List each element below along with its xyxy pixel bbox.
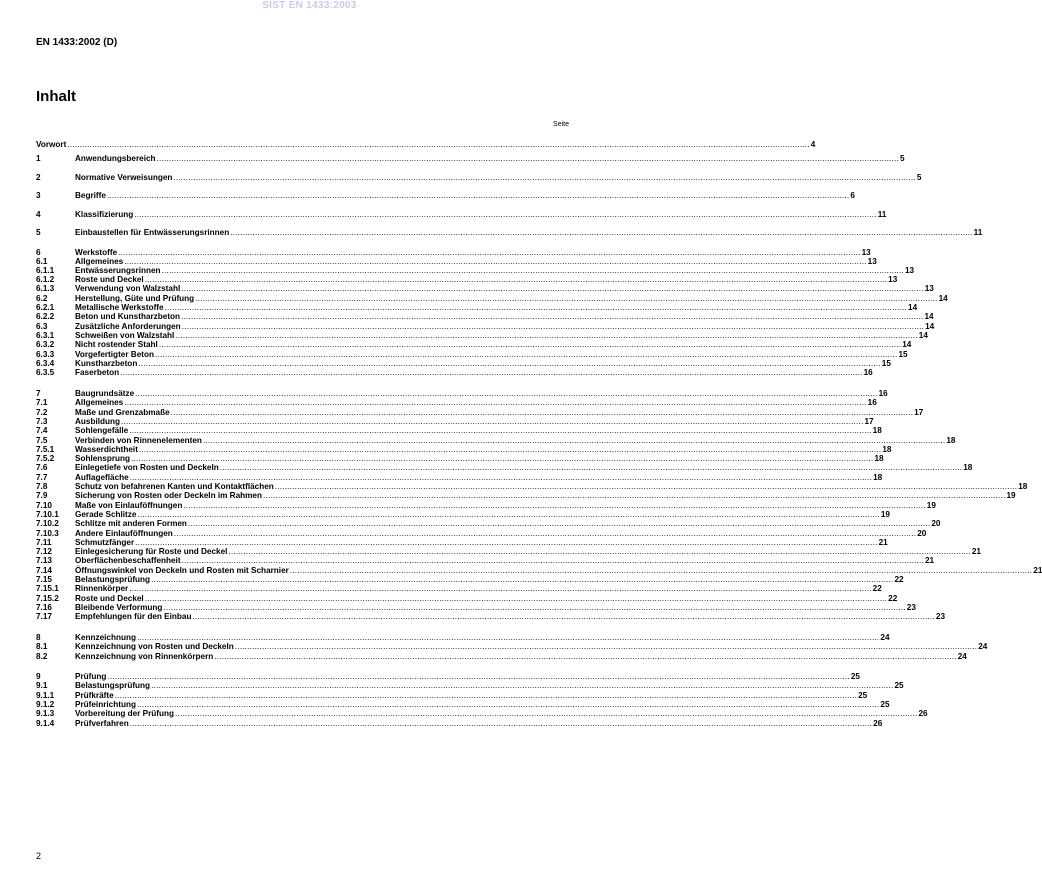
toc-leader-dots: ............................................................................................................................................................................................................................................................................................................ [219, 463, 963, 472]
toc-number: 8 [36, 633, 41, 642]
toc-page-number: 14 [902, 340, 912, 349]
toc-title: Vorgefertigter Beton [75, 350, 154, 359]
toc-title: Belastungsprüfung [75, 681, 151, 690]
toc-title: Begriffe [75, 191, 106, 200]
toc-title: Vorwort [36, 140, 67, 149]
toc-page-number: 18 [946, 436, 956, 445]
toc-leader-dots: ............................................................................................................................................................................................................................................................................................................ [124, 257, 867, 266]
toc-title: Oberflächenbeschaffenheit [75, 556, 181, 565]
toc-leader-dots: ............................................................................................................................................................................................................................................................................................................ [181, 556, 924, 565]
toc-title: Verwendung von Walzstahl [75, 284, 181, 293]
toc-leader-dots: ............................................................................................................................................................................................................................................................................................................ [181, 312, 924, 321]
toc-entry[interactable] [36, 312, 934, 322]
toc-number: 5 [36, 228, 41, 237]
toc-leader-dots: ............................................................................................................................................................................................................................................................................................................ [156, 154, 899, 163]
toc-title: Rinnenkörper [75, 584, 129, 593]
toc-page-number: 11 [973, 228, 983, 237]
toc-title: Prüfverfahren [75, 719, 129, 728]
toc-number: 6 [36, 248, 41, 257]
toc-leader-dots: ............................................................................................................................................................................................................................................................................................................ [155, 350, 898, 359]
toc-leader-dots: ............................................................................................................................................................................................................................................................................................................ [163, 603, 906, 612]
toc-number: 7.15 [36, 575, 52, 584]
toc-leader-dots: ............................................................................................................................................................................................................................................................................................................ [181, 322, 925, 331]
toc-page-number: 16 [863, 368, 873, 377]
toc-leader-dots: ............................................................................................................................................................................................................................................................................................................ [161, 266, 904, 275]
toc-title: Empfehlungen für den Einbau [75, 612, 192, 621]
toc-number: 7.15.2 [36, 594, 59, 603]
toc-title: Allgemeines [75, 398, 124, 407]
toc-entry[interactable] [36, 556, 935, 566]
toc-title: Einlegesicherung für Roste und Deckel [75, 547, 228, 556]
toc-leader-dots: ............................................................................................................................................................................................................................................................................................................ [173, 529, 917, 538]
toc-number: 9 [36, 672, 41, 681]
toc-number: 7.17 [36, 612, 52, 621]
toc-title: Schmutzfänger [75, 538, 135, 547]
toc-page-number: 11 [877, 210, 887, 219]
toc-page-number: 19 [1006, 491, 1016, 500]
toc-page-number: 18 [872, 426, 882, 435]
toc-title: Prüfkräfte [75, 691, 114, 700]
toc-leader-dots: ............................................................................................................................................................................................................................................................................................................ [129, 426, 872, 435]
toc-leader-dots: ............................................................................................................................................................................................................................................................................................................ [234, 642, 978, 651]
page-column-label: Seite [553, 121, 569, 128]
toc-title: Verbinden von Rinnenelementen [75, 436, 202, 445]
toc-leader-dots: ............................................................................................................................................................................................................................................................................................................ [183, 501, 926, 510]
toc-leader-dots: ............................................................................................................................................................................................................................................................................................................ [175, 709, 918, 718]
toc-page-number: 15 [898, 350, 908, 359]
toc-leader-dots: ............................................................................................................................................................................................................................................................................................................ [151, 575, 894, 584]
toc-page-number: 18 [874, 454, 884, 463]
toc-number: 9.1.2 [36, 700, 55, 709]
toc-entry[interactable] [36, 191, 855, 201]
toc-page-number: 25 [850, 672, 860, 681]
toc-leader-dots: ............................................................................................................................................................................................................................................................................................................ [120, 368, 863, 377]
toc-page-number: 17 [864, 417, 874, 426]
toc-title: Prüfeinrichtung [75, 700, 136, 709]
toc-leader-dots: ............................................................................................................................................................................................................................................................................................................ [173, 173, 916, 182]
toc-leader-dots: ............................................................................................................................................................................................................................................................................................................ [118, 248, 861, 257]
toc-number: 3 [36, 191, 41, 200]
toc-title: Ausbildung [75, 417, 121, 426]
toc-leader-dots: ............................................................................................................................................................................................................................................................................................................ [131, 454, 874, 463]
toc-number: 9.1 [36, 681, 48, 690]
toc-leader-dots: ............................................................................................................................................................................................................................................................................................................ [129, 719, 873, 728]
toc-entry[interactable] [36, 228, 983, 238]
toc-page-number: 21 [925, 556, 935, 565]
toc-number: 7.11 [36, 538, 52, 547]
toc-number: 7.6 [36, 463, 48, 472]
toc-number: 6.3.5 [36, 368, 55, 377]
toc-entry[interactable] [36, 140, 816, 150]
toc-page-number: 14 [918, 331, 928, 340]
toc-number: 6.1.3 [36, 284, 55, 293]
toc-page-number: 13 [861, 248, 871, 257]
toc-leader-dots: ............................................................................................................................................................................................................................................................................................................ [214, 652, 957, 661]
toc-page-number: 24 [957, 652, 967, 661]
toc-title: Roste und Deckel [75, 275, 144, 284]
toc-title: Schweißen von Walzstahl [75, 331, 175, 340]
toc-number: 6.1.1 [36, 266, 55, 275]
toc-page-number: 25 [880, 700, 890, 709]
toc-page-number: 13 [888, 275, 898, 284]
toc-leader-dots: ............................................................................................................................................................................................................................................................................................................ [151, 681, 894, 690]
toc-title: Schlitze mit anderen Formen [75, 519, 187, 528]
toc-title: Sicherung von Rosten oder Deckeln im Rahmen [75, 491, 262, 500]
toc-leader-dots: ............................................................................................................................................................................................................................................................................................................ [135, 538, 878, 547]
toc-title: Entwässerungsrinnen [75, 266, 161, 275]
toc-number: 8.2 [36, 652, 48, 661]
toc-number: 6.2.1 [36, 303, 55, 312]
toc-title: Auflagefläche [75, 473, 129, 482]
toc-title: Gerade Schlitze [75, 510, 137, 519]
toc-title: Roste und Deckel [75, 594, 144, 603]
toc-leader-dots: ............................................................................................................................................................................................................................................................................................................ [230, 228, 973, 237]
toc-leader-dots: ............................................................................................................................................................................................................................................................................................................ [228, 547, 971, 556]
toc-page-number: 24 [880, 633, 890, 642]
toc-leader-dots: ............................................................................................................................................................................................................................................................................................................ [121, 417, 864, 426]
toc-entry[interactable] [36, 463, 973, 473]
toc-page-number: 13 [924, 284, 934, 293]
toc-page-number: 24 [978, 642, 988, 651]
toc-page-number: 17 [914, 408, 924, 417]
toc-leader-dots: ............................................................................................................................................................................................................................................................................................................ [138, 359, 881, 368]
toc-leader-dots: ............................................................................................................................................................................................................................................................................................................ [289, 566, 1033, 575]
toc-leader-dots: ............................................................................................................................................................................................................................................................................................................ [181, 284, 924, 293]
toc-page-number: 21 [971, 547, 981, 556]
toc-page-number: 14 [924, 312, 934, 321]
toc-page-number: 13 [904, 266, 915, 275]
toc-entry[interactable] [36, 173, 922, 183]
toc-page-number: 25 [858, 691, 868, 700]
toc-title: Belastungsprüfung [75, 575, 151, 584]
toc-title: Nicht rostender Stahl [75, 340, 158, 349]
toc-title: Klassifizierung [75, 210, 134, 219]
toc-number: 9.1.4 [36, 719, 55, 728]
toc-leader-dots: ............................................................................................................................................................................................................................................................................................................ [164, 303, 908, 312]
toc-leader-dots: ............................................................................................................................................................................................................................................................................................................ [137, 510, 880, 519]
toc-title: Metallische Werkstoffe [75, 303, 164, 312]
toc-page-number: 15 [881, 359, 891, 368]
toc-leader-dots: ............................................................................................................................................................................................................................................................................................................ [114, 691, 858, 700]
toc-page-number: 18 [873, 473, 883, 482]
toc-title: Faserbeton [75, 368, 120, 377]
toc-number: 8.1 [36, 642, 48, 651]
toc-page-number: 23 [906, 603, 916, 612]
toc-title: Öffnungswinkel von Deckeln und Rosten mit Scharnier [75, 566, 289, 575]
toc-title: Kennzeichnung von Rosten und Deckeln [75, 642, 234, 651]
toc-number: 7.10 [36, 501, 52, 510]
watermark: SIST EN 1433:2003 [262, 0, 357, 11]
toc-leader-dots: ............................................................................................................................................................................................................................................................................................................ [135, 389, 878, 398]
toc-leader-dots: ............................................................................................................................................................................................................................................................................................................ [175, 331, 918, 340]
toc-leader-dots: ............................................................................................................................................................................................................................................................................................................ [274, 482, 1018, 491]
toc-page-number: 18 [963, 463, 973, 472]
toc-leader-dots: ............................................................................................................................................................................................................................................................................................................ [144, 275, 888, 284]
toc-title: Wasserdichtheit [75, 445, 138, 454]
toc-page-number: 18 [1018, 482, 1028, 491]
toc-page-number: 22 [872, 584, 882, 593]
toc-entry[interactable] [36, 719, 883, 729]
toc-title: Herstellung, Güte und Prüfung [75, 294, 195, 303]
toc-page-number: 22 [894, 575, 904, 584]
toc-number: 7.8 [36, 482, 48, 491]
toc-number: 7.13 [36, 556, 52, 565]
toc-leader-dots: ............................................................................................................................................................................................................................................................................................................ [136, 700, 880, 709]
toc-entry[interactable] [36, 368, 873, 378]
toc-title: Zusätzliche Anforderungen [75, 322, 181, 331]
toc-page-number: 20 [931, 519, 941, 528]
toc-page-number: 6 [850, 191, 855, 200]
toc-entry[interactable] [36, 612, 945, 622]
toc-leader-dots: ............................................................................................................................................................................................................................................................................................................ [138, 445, 882, 454]
toc-number: 6.1 [36, 257, 48, 266]
toc-number: 7.5 [36, 436, 48, 445]
toc-leader-dots: ............................................................................................................................................................................................................................................................................................................ [129, 473, 873, 482]
toc-title: Einlegetiefe von Rosten und Deckeln [75, 463, 219, 472]
toc-number: 2 [36, 173, 41, 182]
toc-number: 6.2.2 [36, 312, 55, 321]
toc-number: 7.3 [36, 417, 48, 426]
toc-page-number: 25 [894, 681, 904, 690]
toc-number: 4 [36, 210, 41, 219]
toc-number: 7.1 [36, 398, 48, 407]
toc-leader-dots: ............................................................................................................................................................................................................................................................................................................ [136, 633, 880, 642]
toc-page-number: 14 [908, 303, 918, 312]
toc-page-number: 5 [899, 154, 905, 163]
toc-entry[interactable] [36, 154, 905, 164]
toc-title: Vorbereitung der Prüfung [75, 709, 175, 718]
toc-number: 6.1.2 [36, 275, 55, 284]
toc-number: 6.3.2 [36, 340, 55, 349]
toc-leader-dots: ............................................................................................................................................................................................................................................................................................................ [263, 491, 1006, 500]
toc-entry[interactable] [36, 491, 1016, 501]
toc-title: Anwendungsbereich [75, 154, 156, 163]
toc-title: Kunstharzbeton [75, 359, 138, 368]
toc-title: Werkstoffe [75, 248, 118, 257]
toc-page-number: 5 [916, 173, 922, 182]
toc-entry[interactable] [36, 284, 934, 294]
toc-entry[interactable] [36, 398, 877, 408]
toc-leader-dots: ............................................................................................................................................................................................................................................................................................................ [192, 612, 935, 621]
toc-entry[interactable] [36, 652, 967, 662]
toc-leader-dots: ............................................................................................................................................................................................................................................................................................................ [107, 672, 850, 681]
toc-title: Schutz von befahrenen Kanten und Kontaktflächen [75, 482, 274, 491]
toc-number: 7.10.1 [36, 510, 59, 519]
toc-leader-dots: ............................................................................................................................................................................................................................................................................................................ [124, 398, 867, 407]
toc-page-number: 4 [810, 140, 816, 149]
toc-number: 7.15.1 [36, 584, 59, 593]
toc-page-number: 26 [918, 709, 928, 718]
toc-title: Allgemeines [75, 257, 124, 266]
toc-title: Einbaustellen für Entwässerungsrinnen [75, 228, 230, 237]
toc-page-number: 20 [917, 529, 927, 538]
toc-number: 1 [36, 154, 41, 163]
toc-number: 7.12 [36, 547, 52, 556]
toc-page-number: 26 [873, 719, 883, 728]
toc-entry[interactable] [36, 519, 941, 529]
toc-leader-dots: ............................................................................................................................................................................................................................................................................................................ [202, 436, 946, 445]
toc-page-number: 16 [878, 389, 888, 398]
toc-number: 6.3.1 [36, 331, 55, 340]
toc-number: 7.16 [36, 603, 52, 612]
toc-number: 9.1.3 [36, 709, 55, 718]
toc-title: Maße von Einlauföffnungen [75, 501, 183, 510]
toc-number: 7.2 [36, 408, 48, 417]
toc-title: Beton und Kunstharzbeton [75, 312, 181, 321]
toc-number: 7.10.3 [36, 529, 59, 538]
toc-leader-dots: ............................................................................................................................................................................................................................................................................................................ [129, 584, 872, 593]
toc-number: 7 [36, 389, 41, 398]
toc-page-number: 19 [926, 501, 936, 510]
toc-leader-dots: ............................................................................................................................................................................................................................................................................................................ [144, 594, 888, 603]
toc-leader-dots: ............................................................................................................................................................................................................................................................................................................ [106, 191, 850, 200]
page-number: 2 [36, 851, 42, 861]
toc-entry[interactable] [36, 426, 882, 436]
toc-leader-dots: ............................................................................................................................................................................................................................................................................................................ [195, 294, 938, 303]
toc-entry[interactable] [36, 210, 887, 220]
page-title: Inhalt [36, 88, 76, 105]
toc-entry[interactable] [36, 642, 988, 652]
toc-leader-dots: ............................................................................................................................................................................................................................................................................................................ [170, 408, 914, 417]
toc-title: Baugrundsätze [75, 389, 135, 398]
toc-page-number: 14 [925, 322, 935, 331]
toc-page-number: 14 [938, 294, 948, 303]
toc-page-number: 23 [935, 612, 945, 621]
toc-leader-dots: ............................................................................................................................................................................................................................................................................................................ [134, 210, 877, 219]
toc-number: 7.5.2 [36, 454, 55, 463]
toc-page-number: 16 [867, 398, 877, 407]
toc-page-number: 21 [878, 538, 888, 547]
toc-number: 6.2 [36, 294, 48, 303]
toc-leader-dots: ............................................................................................................................................................................................................................................................................................................ [158, 340, 902, 349]
toc-page-number: 19 [880, 510, 890, 519]
toc-title: Kennzeichnung von Rinnenkörpern [75, 652, 214, 661]
toc-entry[interactable] [36, 709, 928, 719]
toc-title: Bleibende Verformung [75, 603, 163, 612]
toc-number: 7.9 [36, 491, 48, 500]
toc-page-number: 13 [867, 257, 877, 266]
toc-title: Sohlensprung [75, 454, 131, 463]
toc-number: 9.1.1 [36, 691, 55, 700]
toc-leader-dots: ............................................................................................................................................................................................................................................................................................................ [187, 519, 931, 528]
toc-title: Sohlengefälle [75, 426, 129, 435]
document-id: EN 1433:2002 (D) [36, 37, 118, 48]
toc-number: 7.14 [36, 566, 52, 575]
toc-entry[interactable] [36, 681, 904, 691]
toc-title: Maße und Grenzabmaße [75, 408, 170, 417]
toc-entry[interactable] [36, 584, 882, 594]
toc-number: 7.7 [36, 473, 48, 482]
toc-number: 7.5.1 [36, 445, 55, 454]
toc-title: Normative Verweisungen [75, 173, 173, 182]
toc-page-number: 21 [1033, 566, 1042, 575]
toc-page-number: 22 [888, 594, 898, 603]
toc-number: 6.3.3 [36, 350, 55, 359]
toc-number: 6.3 [36, 322, 48, 331]
toc-entry[interactable] [36, 340, 912, 350]
toc-page-number: 18 [882, 445, 892, 454]
toc-number: 6.3.4 [36, 359, 55, 368]
toc-title: Andere Einlauföffnungen [75, 529, 173, 538]
toc-title: Kennzeichnung [75, 633, 136, 642]
toc-number: 7.4 [36, 426, 48, 435]
toc-number: 7.10.2 [36, 519, 59, 528]
toc-title: Prüfung [75, 672, 107, 681]
toc-leader-dots: ............................................................................................................................................................................................................................................................................................................ [67, 140, 810, 149]
